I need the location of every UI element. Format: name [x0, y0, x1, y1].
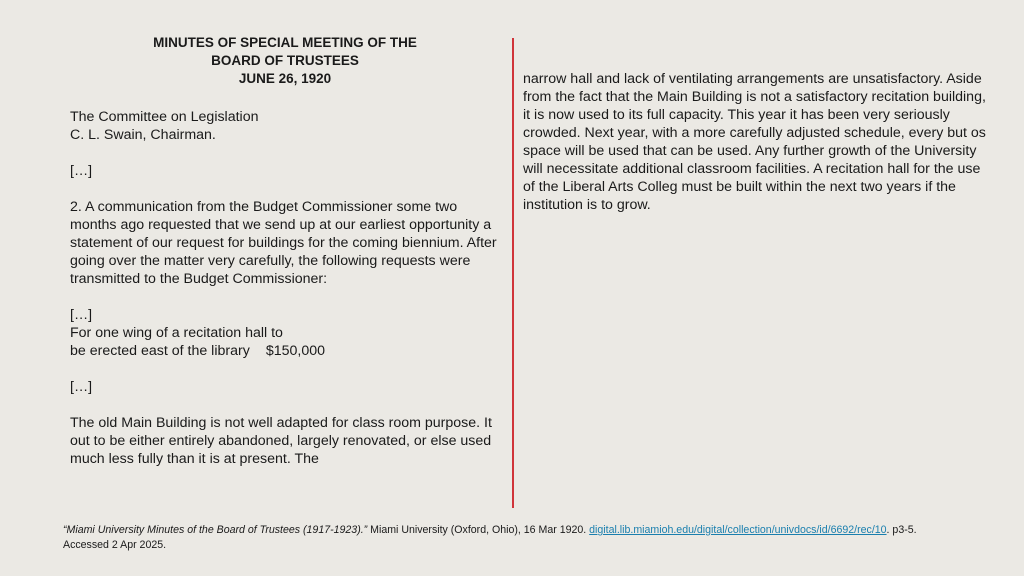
ellipsis-2: […] [70, 307, 93, 323]
citation-source: “Miami University Minutes of the Board of Trustees (1917-1923).” [63, 524, 368, 536]
chairman-line: C. L. Swain, Chairman. [70, 127, 216, 143]
citation-pages: . p3-5. [886, 524, 917, 536]
citation-publisher: Miami University (Oxford, Ohio), 16 Mar 1920. [367, 524, 590, 536]
column-divider [512, 38, 514, 508]
title-line-1: MINUTES OF SPECIAL MEETING OF THE [153, 35, 417, 50]
right-column [523, 70, 993, 214]
document-title [130, 34, 440, 88]
budget-paragraph: 2. A communication from the Budget Commissioner some two months ago requested that we send up at our earliest opportunity a statement of our request for buildings for the coming biennium. After going over the matter very carefully, the following requests were transmitted to the Budget Commissioner: [70, 199, 497, 287]
citation-link[interactable]: digital.lib.miamioh.edu/digital/collection/univdocs/id/6692/rec/10 [589, 524, 887, 536]
continuation-paragraph: narrow hall and lack of ventilating arrangements are unsatisfactory. Aside from the fact that the Main Building is not a satisfactory recitation building, it is now used to its full capacity. This year it has been very seriously crowded. Next year, with a more carefully adjusted schedule, every but os space will be used that can be used. Any further growth of the University will necessitate additional classroom facilities. A recitation hall for the use of the Liberal Arts Colleg must be built within the next two years if the institution is to grow. [523, 71, 986, 213]
request-amount: $150,000 [265, 343, 325, 359]
citation [63, 523, 963, 553]
request-text: be erected east of the library [70, 343, 250, 359]
left-column [70, 108, 502, 468]
ellipsis-3: […] [70, 379, 93, 395]
citation-accessed: Accessed 2 Apr 2025. [63, 539, 167, 551]
request-line-1: For one wing of a recitation hall to [70, 325, 283, 341]
request-line-2 [70, 342, 502, 360]
title-line-3: JUNE 26, 1920 [238, 71, 332, 86]
committee-line: The Committee on Legislation [70, 109, 259, 125]
title-line-2: BOARD OF TRUSTEES [211, 53, 359, 68]
ellipsis-1: […] [70, 163, 93, 179]
main-building-paragraph: The old Main Building is not well adapted for class room purpose. It out to be either entirely abandoned, largely renovated, or else used much less fully than it is at present. The [70, 415, 492, 467]
